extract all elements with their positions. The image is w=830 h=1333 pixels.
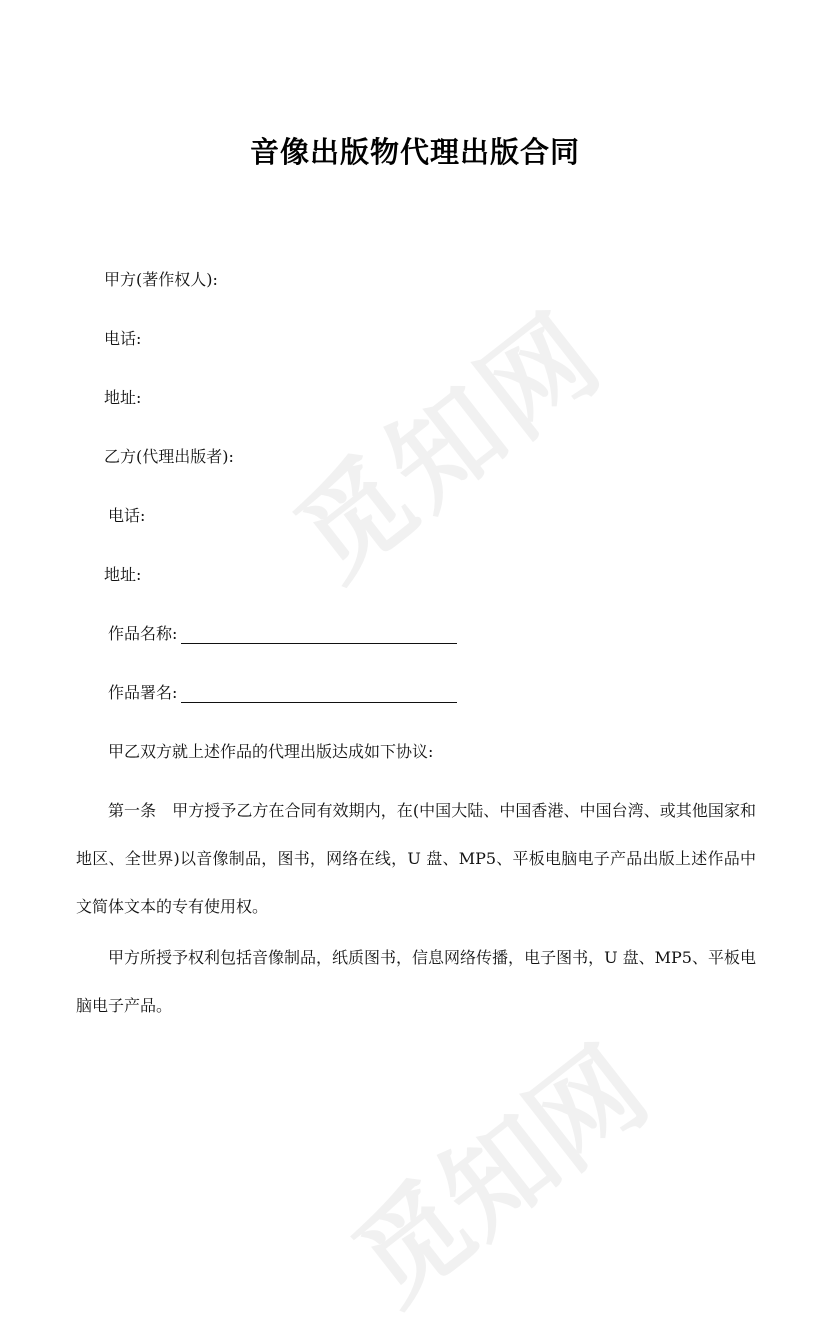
article-1: 第一条 甲方授予乙方在合同有效期内，在(中国大陆、中国香港、中国台湾、或其他国家和地区、全世界)以音像制品，图书，网络在线，U 盘、MP5、平板电脑电子产品出版上述作品中文简体文本的专有使用权。 bbox=[76, 801, 756, 916]
watermark: 觅知网 bbox=[273, 288, 627, 604]
document-title: 音像出版物代理出版合同 bbox=[249, 135, 580, 169]
party-b-address: 地址: bbox=[104, 565, 142, 584]
article-1-rights: 甲方所授予权利包括音像制品，纸质图书，信息网络传播，电子图书，U 盘、MP5、平板电脑电子产品。 bbox=[76, 948, 756, 1015]
work-signature-row bbox=[108, 683, 457, 703]
work-signature-blank bbox=[181, 684, 457, 703]
party-a-address: 地址: bbox=[104, 388, 142, 407]
agreement-intro: 甲乙双方就上述作品的代理出版达成如下协议: bbox=[108, 742, 434, 761]
party-a-label: 甲方(著作权人): bbox=[104, 270, 218, 289]
party-b-label: 乙方(代理出版者): bbox=[104, 447, 234, 466]
watermark-bottom: 觅知网 bbox=[331, 1024, 670, 1329]
party-a-phone: 电话: bbox=[104, 329, 142, 348]
party-b-phone: 电话: bbox=[108, 506, 146, 525]
work-name-label: 作品名称: bbox=[108, 624, 178, 643]
work-signature-label: 作品署名: bbox=[108, 683, 178, 702]
work-name-blank bbox=[181, 625, 457, 644]
work-name-row bbox=[108, 624, 457, 644]
